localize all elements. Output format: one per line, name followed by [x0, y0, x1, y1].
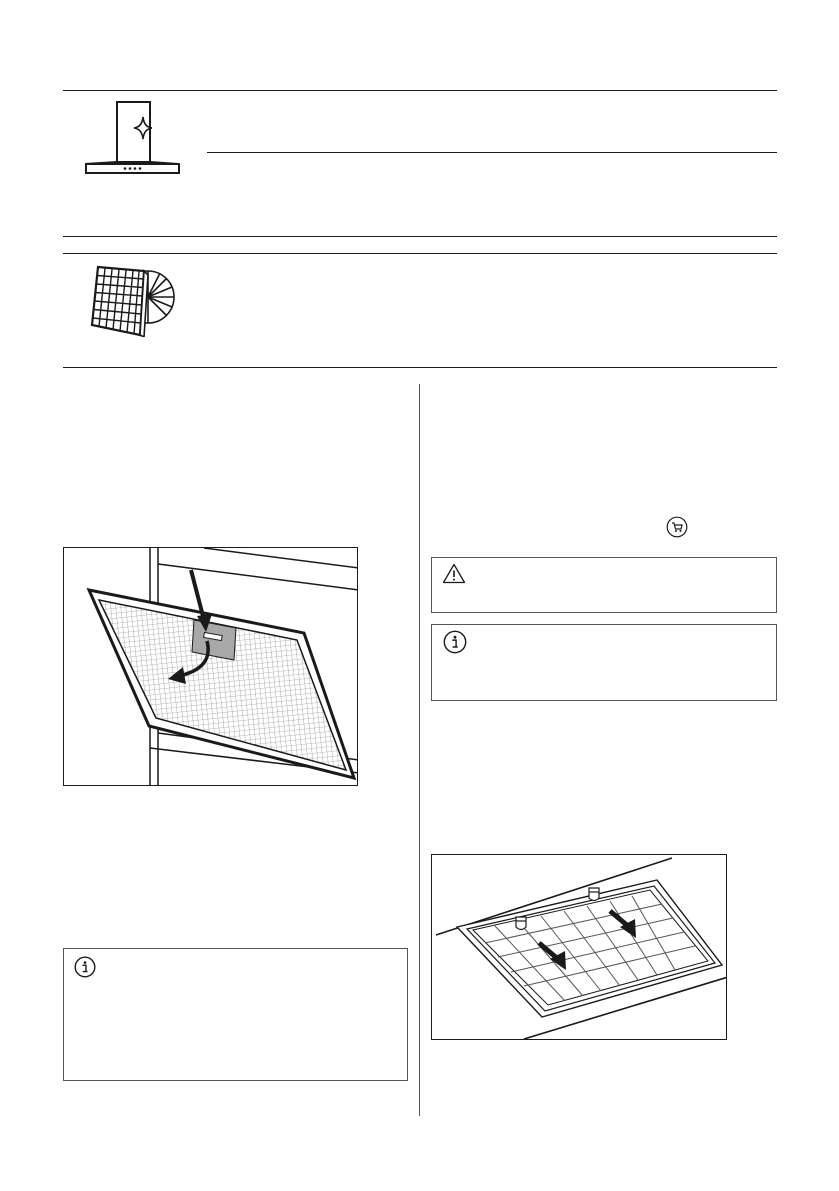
warning-icon	[442, 563, 466, 584]
section-rule-3	[63, 367, 777, 368]
info-icon	[443, 630, 467, 654]
filter-install-illustration	[431, 854, 727, 1040]
column-divider	[419, 384, 420, 1116]
info-icon	[74, 956, 96, 978]
shop-icon	[666, 516, 688, 538]
info-note-box-left	[63, 948, 408, 1081]
section-rule-2	[63, 253, 777, 254]
grease-filter-icon	[80, 261, 176, 337]
filter-removal-illustration	[63, 547, 358, 786]
warning-note-box	[431, 557, 777, 613]
hood-clean-icon	[82, 100, 182, 176]
top-rule	[63, 90, 777, 91]
info-note-box-right	[431, 624, 777, 701]
section-rule-1	[63, 236, 777, 237]
inner-rule	[207, 152, 777, 153]
